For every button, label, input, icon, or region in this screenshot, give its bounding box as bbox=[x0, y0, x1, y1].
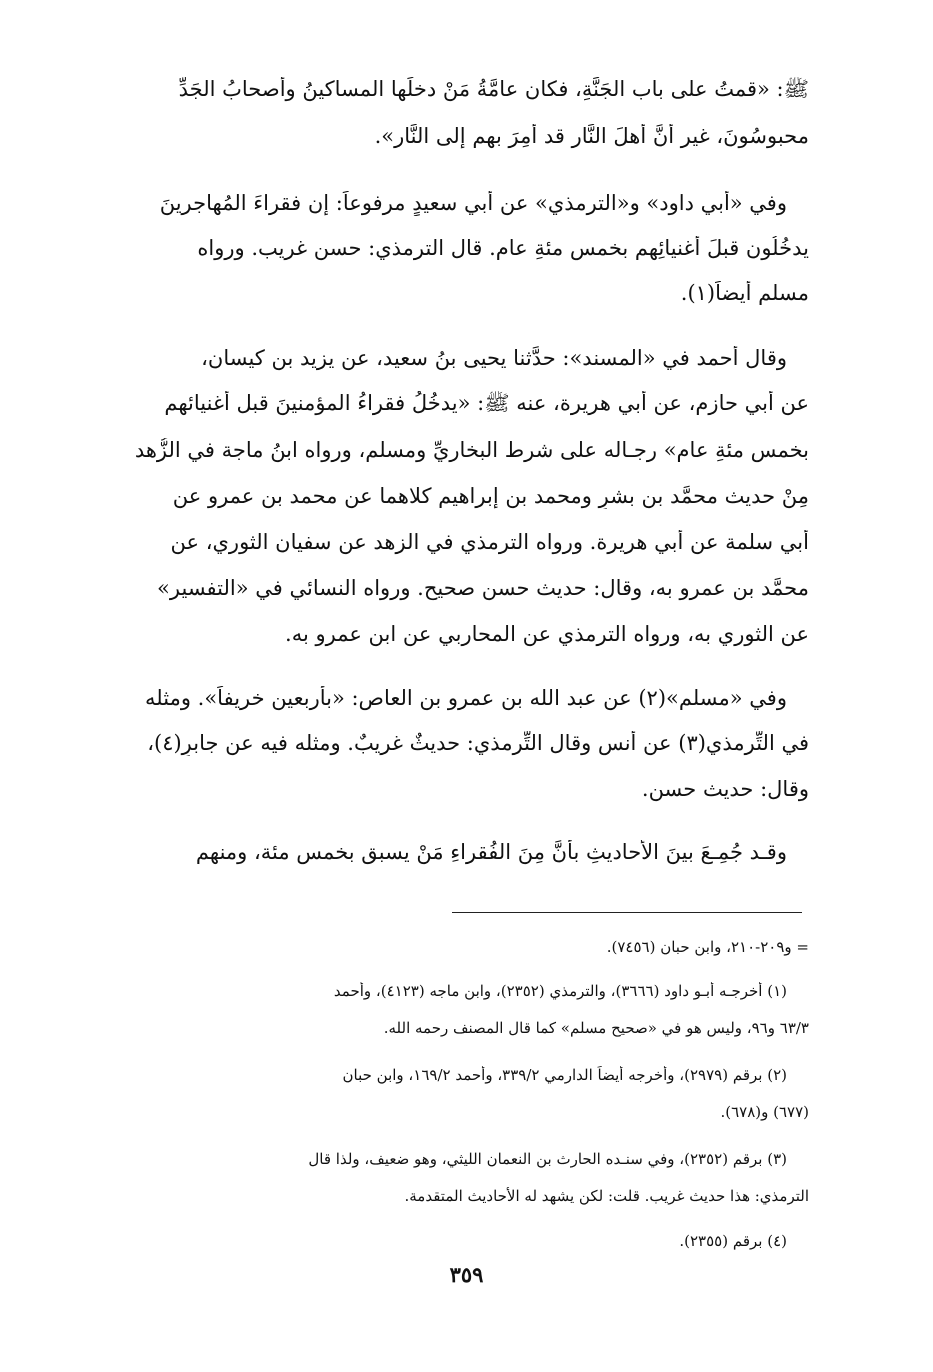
footnote-line: (٢) برقم (٢٩٧٩)، وأخرجه أيضاً الدارمي ٣٣٩/٢، وأحمد ١٦٩/٢، وابن حبان bbox=[342, 1066, 787, 1084]
footnote-line: (١) أخرجـه أبـو داود (٣٦٦٦)، والترمذي (٢٣٥٢)، وابن ماجه (٤١٢٣)، وأحمد bbox=[333, 982, 787, 1000]
footnote-line: (٣) برقم (٢٣٥٢)، وفي سنـده الحارث بن النعمان الليثي، وهو ضعيف، ولذا قال bbox=[308, 1150, 787, 1168]
footnote-line: الترمذي: هذا حديث غريب. قلت: لكن يشهد له الأحاديث المتقدمة. bbox=[404, 1187, 809, 1205]
footnote-divider bbox=[452, 912, 802, 913]
text-line: وقال: حديث حسن. bbox=[641, 777, 809, 801]
text-line: محمَّد بن عمرو به، وقال: حديث حسن صحيح. ورواه النسائي في «التفسير» bbox=[157, 576, 809, 600]
text-line: عن أبي حازمٍ، عن أبي هريرة، عنه ﷺ: «يدخُلُ فقراءُ المؤمنينَ قبل أغنيائهم bbox=[164, 391, 809, 415]
text-line: وفي «مسلم»(٢) عن عبد الله بن عمرو بن العاص: «بأربعين خريفاً». ومثله bbox=[145, 686, 787, 710]
text-line: وفي «أبي داود» و«الترمذي» عن أبي سعيدٍ مرفوعاً: إن فقراءَ المُهاجرينَ bbox=[159, 191, 787, 215]
text-line: محبوسُونَ، غير أنَّ أهلَ النَّار قد أُمِرَ بهم إلى النَّار». bbox=[374, 124, 809, 148]
text-line: بخمس مئةِ عامٍ» رجـاله على شرط البخاريِّ ومسلم، ورواه ابنُ ماجة في الزُّهد bbox=[134, 438, 809, 462]
text-line: مسلم أيضاً(١). bbox=[680, 281, 809, 305]
text-line: مِنْ حديث محمَّد بن بشرٍ ومحمد بن إبراهيم كلاهما عن محمد بن عمرو عن bbox=[172, 484, 809, 508]
footnote-line: ٦٣/٣ و٩٦، وليس هو في «صحيح مسلم» كما قال المصنف رحمه الله. bbox=[383, 1019, 809, 1037]
text-line: عن الثوري به، ورواه الترمذي عن المحاربي عن ابن عمرو به. bbox=[285, 622, 809, 646]
text-line: ﷺ: «قمتُ على باب الجَنَّةِ، فكان عامَّةُ مَنْ دخلَها المساكينُ وأصحابُ الجَدِّ bbox=[178, 77, 809, 101]
text-line: أبي سلمة عن أبي هريرة. ورواه الترمذي في الزهد عن سفيان الثوري، عن bbox=[170, 530, 809, 554]
text-line: يدخُلُون قبلَ أغنيائِهم بخمسِ مئةِ عامٍ. قال الترمذي: حسن غريب. ورواه bbox=[197, 236, 809, 260]
footnote-line: (٦٧٧) و(٦٧٨). bbox=[720, 1103, 809, 1121]
text-line: في التِّرمذي(٣) عن أنس وقال التِّرمذي: حديثٌ غريبٌ. ومثله فيه عن جابرٍ(٤)، bbox=[147, 731, 809, 755]
text-line: وقال أحمد في «المسند»: حدَّثنا يحيى بنُ سعيد، عن يزيد بن كيسان، bbox=[201, 346, 787, 370]
page-number: ٣٥٩ bbox=[449, 1262, 484, 1287]
footnote-line: (٤) برقم (٢٣٥٥). bbox=[679, 1232, 787, 1250]
text-line: وقـد جُمِـعَ بينَ الأحاديثِ بأنَّ مِنَ الفُقراءِ مَنْ يسبق بخمس مئة، ومنهم bbox=[195, 840, 787, 864]
footnote-line: = و٢٠٩-٢١٠، وابن حبان (٧٤٥٦). bbox=[606, 938, 809, 956]
